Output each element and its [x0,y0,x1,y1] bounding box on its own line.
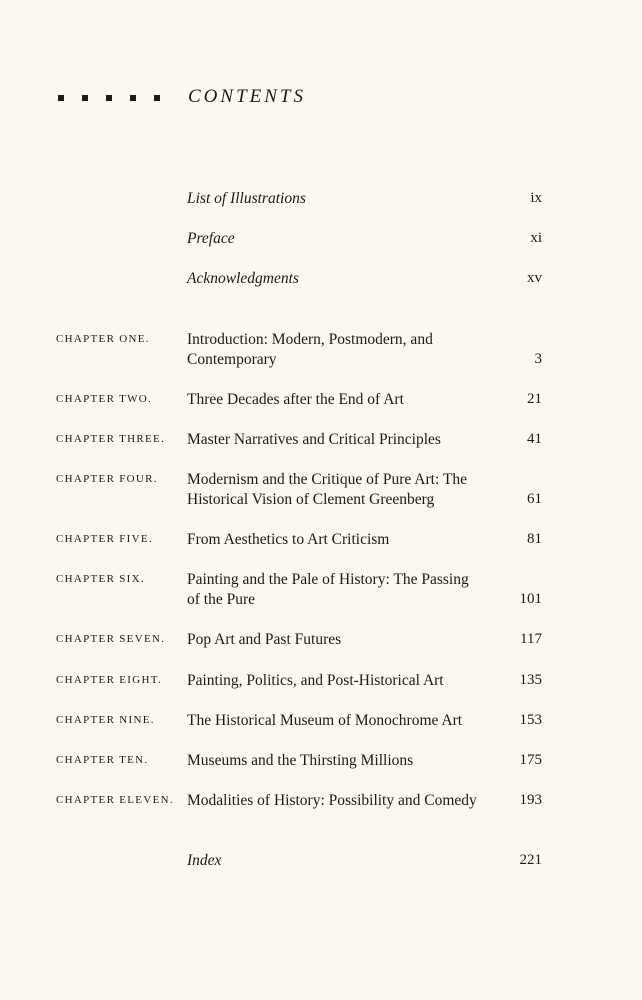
chapter-label: CHAPTER SIX. [56,573,145,585]
chapter-title-line: Introduction: Modern, Postmodern, and [187,331,433,348]
entry-page: 61 [527,491,542,507]
entry-title: Index [187,852,222,869]
chapter-title-line: Historical Vision of Clement Greenberg [187,491,435,508]
chapter-title-line: Painting, Politics, and Post-Historical Art [187,672,444,689]
entry-title: Acknowledgments [187,270,299,287]
entry-page: 41 [527,431,542,447]
entry-page: 101 [519,591,542,607]
square-bullet-icon [82,95,88,101]
entry-page: 21 [527,391,542,407]
chapter-title-line: Museums and the Thirsting Millions [187,752,414,769]
chapter-label: CHAPTER TWO. [56,393,153,405]
chapter-title-line: Contemporary [187,351,277,368]
chapter-title-line: Pop Art and Past Futures [187,631,342,648]
entry-page: xi [530,230,542,246]
chapter-title-line: Modernism and the Critique of Pure Art: The [187,471,467,488]
entry-page: 221 [519,852,542,868]
chapter-title-line: From Aesthetics to Art Criticism [187,531,390,548]
entry-page: 81 [527,531,542,547]
chapter-title-line: Modalities of History: Possibility and Comedy [187,792,477,809]
entry-page: 153 [519,712,542,728]
chapter-label: CHAPTER SEVEN. [56,633,166,645]
chapter-title-line: Master Narratives and Critical Principles [187,431,441,448]
square-bullet-icon [154,95,160,101]
entry-page: 135 [519,672,542,688]
chapter-label: CHAPTER TEN. [56,754,149,766]
chapter-label: CHAPTER NINE. [56,714,155,726]
entry-page: xv [527,270,542,286]
chapter-label: CHAPTER THREE. [56,433,166,445]
chapter-label: CHAPTER ONE. [56,333,150,345]
chapter-label: CHAPTER EIGHT. [56,674,162,686]
square-bullet-icon [106,95,112,101]
chapter-title-line: The Historical Museum of Monochrome Art [187,712,463,729]
entry-title: Preface [187,230,235,247]
chapter-label: CHAPTER ELEVEN. [56,794,174,806]
entry-page: ix [530,190,542,206]
chapter-title-line: Painting and the Pale of History: The Passing [187,571,469,588]
entry-page: 175 [519,752,542,768]
entry-page: 117 [520,631,542,647]
square-bullet-icon [130,95,136,101]
page-title: CONTENTS [188,86,306,107]
entry-title: List of Illustrations [187,190,306,207]
chapter-label: CHAPTER FOUR. [56,473,158,485]
chapter-title-line: Three Decades after the End of Art [187,391,404,408]
entry-page: 3 [534,351,542,367]
chapter-title-line: of the Pure [187,591,256,608]
entry-page: 193 [519,792,542,808]
chapter-label: CHAPTER FIVE. [56,533,153,545]
square-bullet-icon [58,95,64,101]
heading-ornament [58,86,160,110]
